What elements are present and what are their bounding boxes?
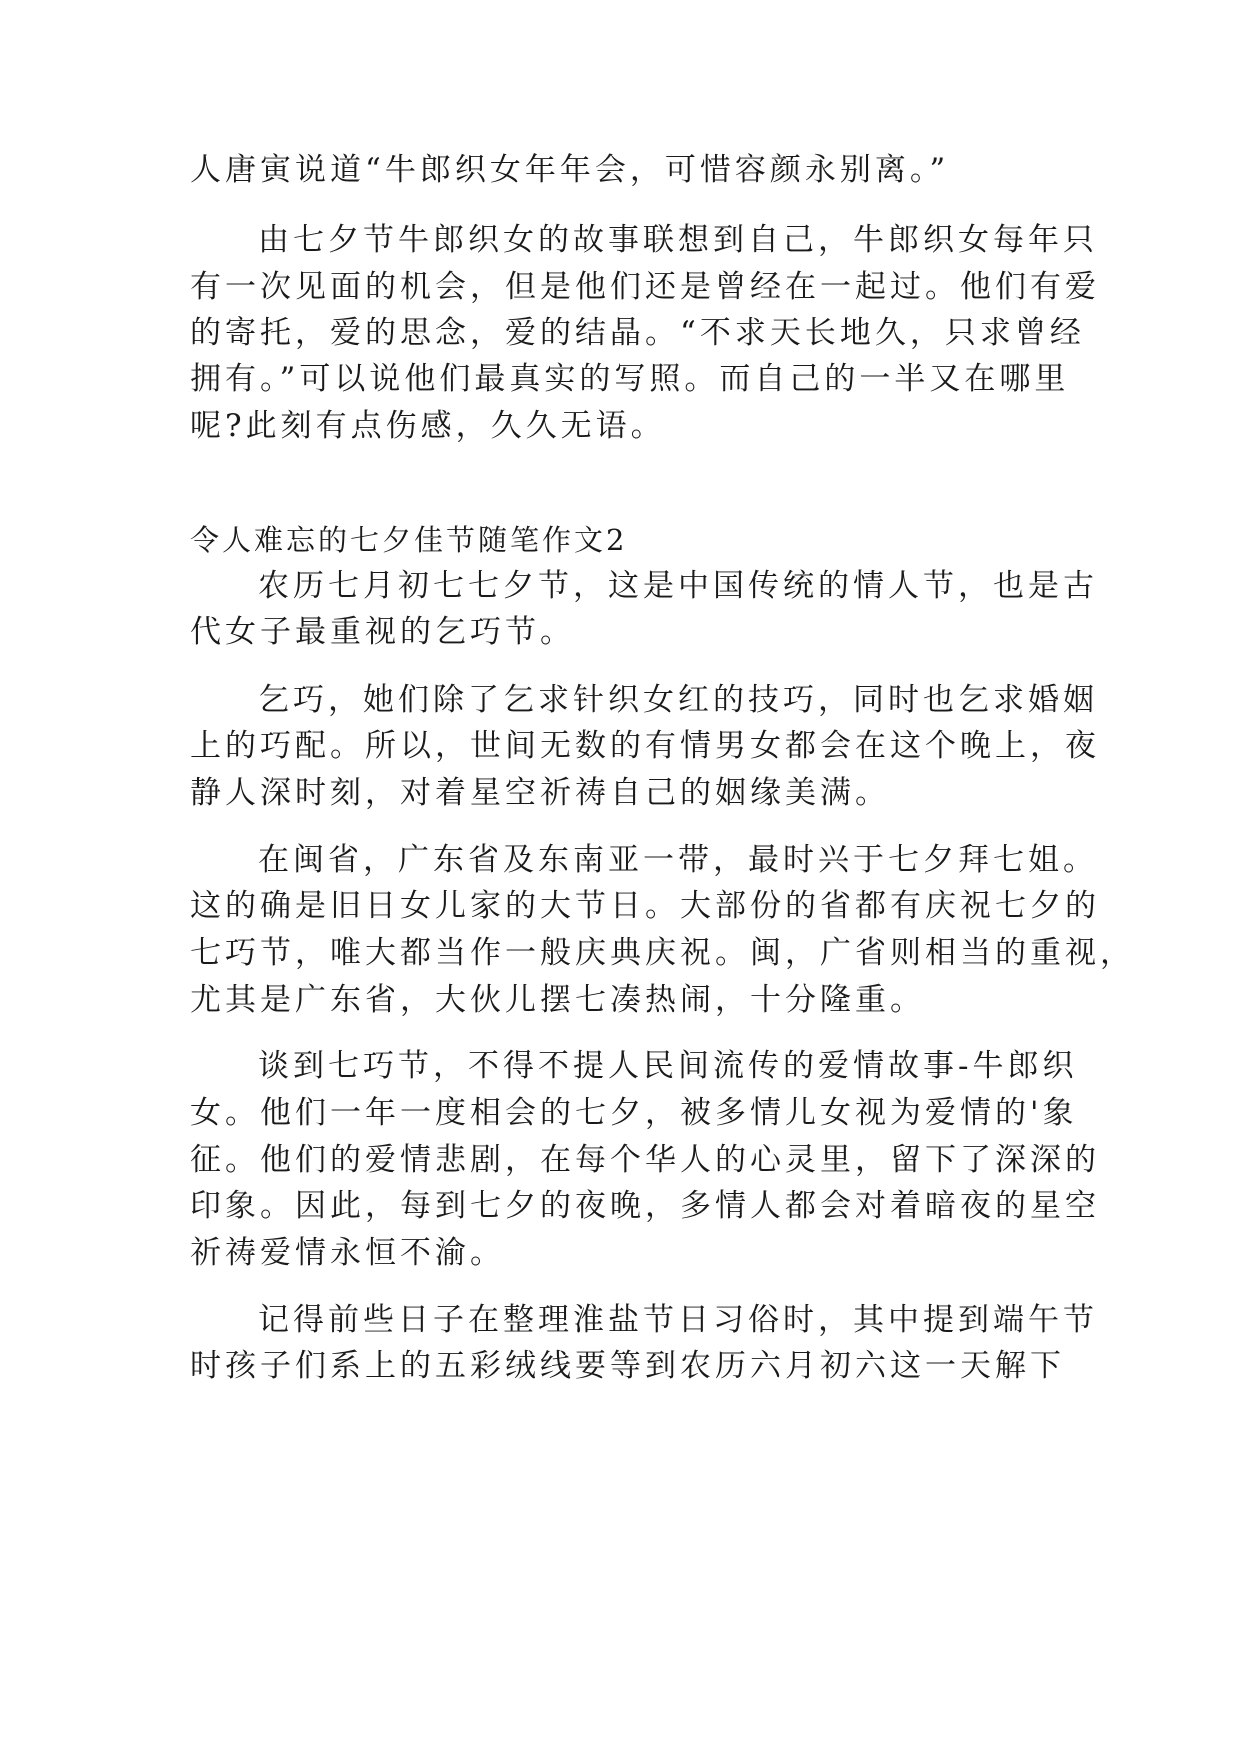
paragraph-line: 由七夕节牛郎织女的故事联想到自己，牛郎织女每年只 [258,222,1098,258]
paragraph-line: 女。他们一年一度相会的七夕，被多情儿女视为爱情的'象 [190,1095,1078,1131]
paragraph-line: 乞巧，她们除了乞求针织女红的技巧，同时也乞求婚姻 [258,682,1098,718]
paragraph-line: 拥有。”可以说他们最真实的写照。而自己的一半又在哪里 [190,361,1070,397]
paragraph-line: 上的巧配。所以，世间无数的有情男女都会在这个晚上，夜 [190,728,1100,764]
paragraph-line: 静人深时刻，对着星空祈祷自己的姻缘美满。 [190,775,890,811]
paragraph-line: 这的确是旧日女儿家的大节日。大部份的省都有庆祝七夕的 [190,888,1100,924]
paragraph-line: 呢?此刻有点伤感，久久无语。 [190,408,666,444]
section-title: 令人难忘的七夕佳节随笔作文2 [190,523,628,557]
paragraph-line: 谈到七巧节，不得不提人民间流传的爱情故事-牛郎织 [258,1048,1078,1084]
paragraph-line: 在闽省，广东省及东南亚一带，最时兴于七夕拜七姐。 [258,842,1098,878]
paragraph-line: 时孩子们系上的五彩绒线要等到农历六月初六这一天解下 [190,1348,1065,1384]
paragraph-line: 农历七月初七七夕节，这是中国传统的情人节，也是古 [258,568,1098,604]
paragraph-line: 征。他们的爱情悲剧，在每个华人的心灵里，留下了深深的 [190,1142,1100,1178]
paragraph-line: 有一次见面的机会，但是他们还是曾经在一起过。他们有爱 [190,269,1100,305]
paragraph-line: 的寄托，爱的思念，爱的结晶。“不求天长地久，只求曾经 [190,315,1085,351]
paragraph-line: 尤其是广东省，大伙儿摆七凑热闹，十分隆重。 [190,982,925,1018]
paragraph-line: 代女子最重视的乞巧节。 [190,614,575,650]
paragraph-line: 记得前些日子在整理淮盐节日习俗时，其中提到端午节 [258,1302,1098,1338]
paragraph-line: 人唐寅说道“牛郎织女年年会，可惜容颜永别离。” [190,152,950,188]
paragraph-line: 七巧节，唯大都当作一般庆典庆祝。闽，广省则相当的重视， [190,935,1135,971]
paragraph-line: 祈祷爱情永恒不渝。 [190,1235,505,1271]
document-page [190,0,1135,1754]
paragraph-line: 印象。因此，每到七夕的夜晚，多情人都会对着暗夜的星空 [190,1188,1100,1224]
